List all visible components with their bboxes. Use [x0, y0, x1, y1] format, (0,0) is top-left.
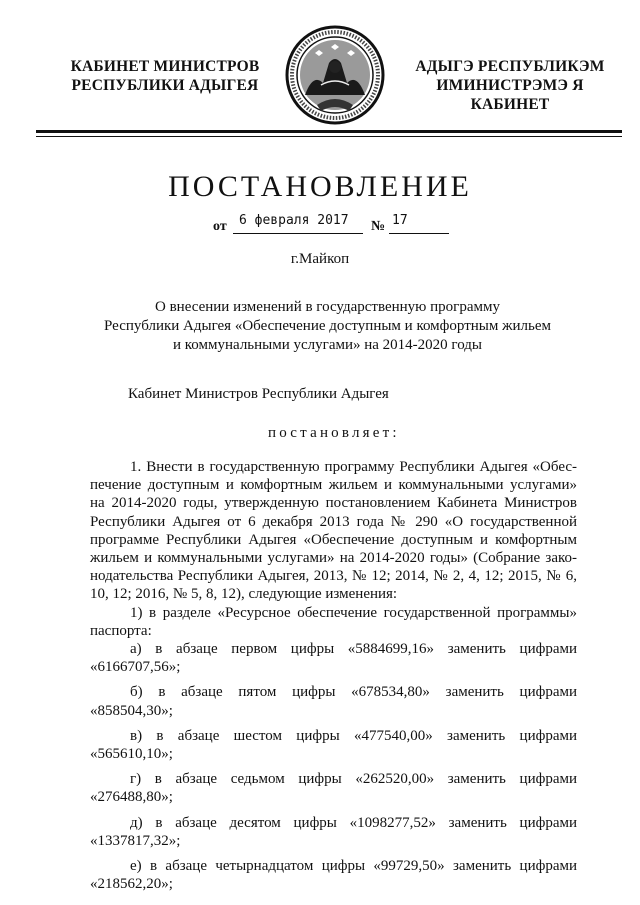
header-left-line-1: КАБИНЕТ МИНИСТРОВ [70, 58, 260, 75]
date-number-line [213, 213, 453, 237]
number-underline [389, 233, 449, 234]
body-line: жильем и коммунальными услугами» на 2014-2020 годы» (Собрание зако- [90, 550, 577, 567]
amendment-item-line: «565610,10»; [90, 746, 173, 763]
header-divider-thin [36, 136, 622, 137]
header-right-line-1: АДЫГЭ РЕСПУБЛИКЭМ [415, 58, 605, 75]
amendment-item-line: «858504,30»; [90, 702, 173, 719]
amendment-item-line: «6166707,56»; [90, 659, 181, 676]
amendment-item-line: б) в абзаце пятом цифры «678534,80» заменить цифрами [130, 684, 577, 701]
body-line: программе Республики Адыгея «Обеспечение доступным и комфортным [90, 531, 577, 548]
amendment-item-line: е) в абзаце четырнадцатом цифры «99729,50» заменить цифрами [130, 858, 577, 875]
city: г.Майкоп [290, 251, 350, 267]
date-label: от [213, 219, 227, 234]
amendment-item-line: «276488,80»; [90, 789, 173, 806]
issuer-header-right [395, 57, 625, 114]
amendment-item-line: «1337817,32»; [90, 832, 181, 849]
amendment-item-line: в) в абзаце шестом цифры «477540,00» заменить цифрами [130, 727, 577, 744]
subject-line-2: Республики Адыгея «Обеспечение доступным и комфортным жильем [104, 318, 551, 334]
body-line: нодательства Республики Адыгея, 2013, № 12; 2014, № 2, 4, 12; 2015, № 6, [90, 568, 577, 585]
amendment-item-line: д) в абзаце десятом цифры «1098277,52» заменить цифрами [130, 814, 577, 831]
number-value: 17 [392, 213, 408, 228]
body-line: печение доступным и комфортным жильем и коммунальными услугами» [90, 477, 577, 494]
resolves-heading: постановляет: [268, 425, 400, 441]
header-right-line-2: ИМИНИСТРЭМЭ Я КАБИНЕТ [436, 77, 584, 113]
issuing-body: Кабинет Министров Республики Адыгея [128, 386, 389, 402]
body-line: 1. Внести в государственную программу Республики Адыгея «Обес- [130, 459, 577, 475]
body-line: 1) в разделе «Ресурсное обеспечение государственной программы» [130, 604, 577, 621]
amendment-item-line: г) в абзаце седьмом цифры «262520,00» заменить цифрами [130, 771, 577, 788]
subject-line-1: О внесении изменений в государственную программу [155, 299, 500, 315]
body-line: паспорта: [90, 622, 152, 639]
date-value: 6 февраля 2017 [239, 213, 349, 228]
document-title: ПОСТАНОВЛЕНИЕ [168, 170, 472, 203]
amendment-item-line: «218562,20»; [90, 876, 173, 893]
coat-of-arms-emblem [283, 23, 387, 127]
amendment-item-line: а) в абзаце первом цифры «5884699,16» заменить цифрами [130, 641, 577, 658]
header-left-line-2: РЕСПУБЛИКИ АДЫГЕЯ [71, 77, 259, 94]
document-subject [60, 298, 595, 355]
header-divider-thick [36, 130, 622, 133]
document-body [90, 458, 577, 893]
body-line: на 2014-2020 годы, утвержденную постановлением Кабинета Министров [90, 495, 577, 512]
date-underline [233, 233, 363, 234]
body-line: Республики Адыгея от 6 декабря 2013 года № 290 «О государственной [90, 513, 577, 530]
issuer-header-left [60, 57, 270, 95]
number-label: № [371, 219, 386, 234]
body-line: 10, 12; 2016, № 5, 8, 12), следующие изменения: [90, 586, 398, 603]
subject-line-3: и коммунальными услугами» на 2014-2020 годы [173, 337, 482, 353]
